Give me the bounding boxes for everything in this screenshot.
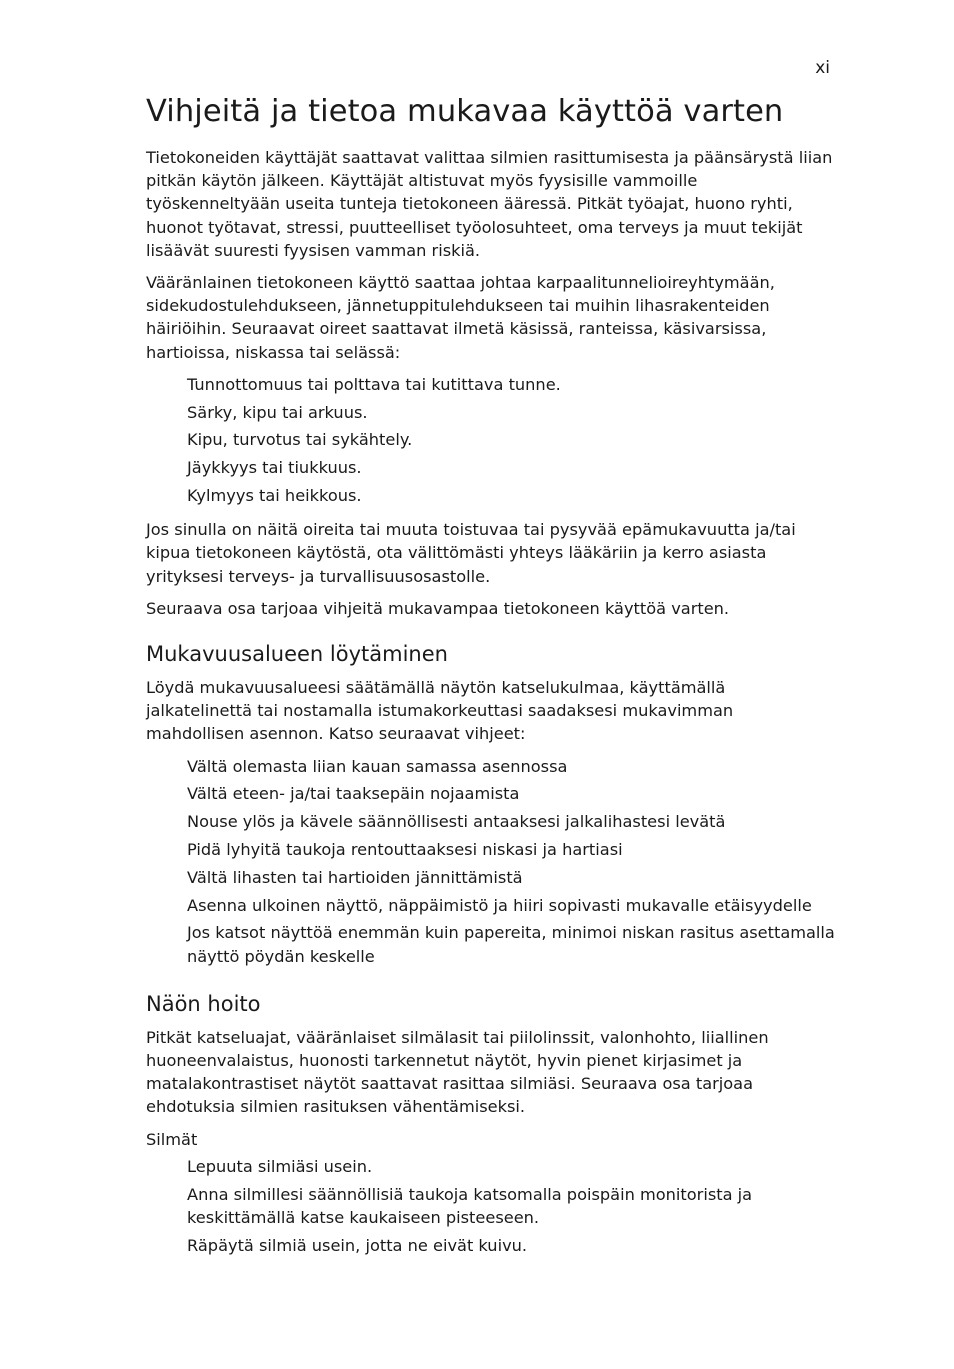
list-item: Kipu, turvotus tai sykähtely.	[187, 430, 413, 450]
list-item: Kylmyys tai heikkous.	[187, 486, 362, 506]
list-item: Pidä lyhyitä taukoja rentouttaaksesi niskasi ja hartiasi	[187, 840, 623, 860]
eye-tips-list	[146, 1155, 836, 1257]
list-item: Vältä lihasten tai hartioiden jännittämistä	[187, 867, 523, 887]
vision-paragraph: Pitkät katseluajat, vääränlaiset silmälasit tai piilolinssit, valonhohto, liiallinen huoneenvalaistus, huonosti tarkennetut näytöt, hyvin pienet kirjasimet ja matalakontrastiset näytöt saattavat rasittaa silmiäsi. Seuraava osa tarjoaa ehdotuksia silmien rasituksen vähentämiseksi.	[146, 1027, 769, 1117]
page-title: Vihjeitä ja tietoa mukavaa käyttöä varten	[146, 94, 784, 129]
list-item: Tunnottomuus tai polttava tai kutittava tunne.	[187, 374, 561, 394]
list-item: Asenna ulkoinen näyttö, näppäimistö ja hiiri sopivasti mukavalle etäisyydelle	[187, 895, 812, 915]
list-item: Jos katsot näyttöä enemmän kuin papereita, minimoi niskan rasitus asettamalla näyttö pöydän keskelle	[187, 923, 835, 966]
list-item: Lepuuta silmiäsi usein.	[187, 1156, 373, 1176]
section-heading-vision: Näön hoito	[146, 991, 261, 1016]
symptom-list	[146, 373, 836, 507]
list-item: Vältä olemasta liian kauan samassa asennossa	[187, 756, 568, 776]
eyes-subheading: Silmät	[146, 1129, 198, 1149]
list-item: Nouse ylös ja kävele säännöllisesti antaaksesi jalkalihastesi levätä	[187, 812, 726, 832]
document-body	[146, 92, 836, 1268]
section-heading-comfort: Mukavuusalueen löytäminen	[146, 642, 448, 667]
page-number: xi	[815, 58, 830, 78]
list-item: Särky, kipu tai arkuus.	[187, 402, 368, 422]
list-item: Anna silmillesi säännöllisiä taukoja katsomalla poispäin monitorista ja keskittämällä katse kaukaiseen pisteeseen.	[187, 1184, 753, 1227]
intro-paragraph-4: Seuraava osa tarjoaa vihjeitä mukavampaa tietokoneen käyttöä varten.	[146, 598, 730, 618]
intro-paragraph-3: Jos sinulla on näitä oireita tai muuta toistuvaa tai pysyvää epämukavuutta ja/tai kipua tietokoneen käytöstä, ota välittömästi yhteys lääkäriin ja kerro asiasta yrityksesi terveys- ja turvallisuusosastolle.	[146, 520, 796, 586]
comfort-paragraph: Löydä mukavuusalueesi säätämällä näytön katselukulmaa, käyttämällä jalkatelinettä tai nostamalla istumakorkeuttasi saadaksesi mukavimman mahdollisen asennon. Katso seuraavat vihjeet:	[146, 678, 734, 744]
intro-paragraph-2: Vääränlainen tietokoneen käyttö saattaa johtaa karpaalitunnelioireyhtymään, sidekudostulehdukseen, jännetuppitulehdukseen tai muihin lihasrakenteiden häiriöihin. Seuraavat oireet saattavat ilmetä käsissä, ranteissa, käsivarsissa, hartioissa, niskassa tai selässä:	[146, 273, 775, 362]
intro-paragraph-1: Tietokoneiden käyttäjät saattavat valittaa silmien rasittumisesta ja päänsärystä liian pitkän käytön jälkeen. Käyttäjät altistuvat myös fyysisille vammoille työskenneltyään useita tunteja tietokoneen ääressä. Pitkät työajat, huono ryhti, huonot työtavat, stressi, puutteelliset työolosuhteet, oma terveys ja muut tekijät lisäävät suuresti fyysisen vamman riskiä.	[146, 148, 833, 260]
list-item: Vältä eteen- ja/tai taaksepäin nojaamista	[187, 784, 520, 804]
list-item: Räpäytä silmiä usein, jotta ne eivät kuivu.	[187, 1235, 528, 1255]
list-item: Jäykkyys tai tiukkuus.	[187, 458, 362, 478]
comfort-tips-list	[146, 755, 836, 968]
